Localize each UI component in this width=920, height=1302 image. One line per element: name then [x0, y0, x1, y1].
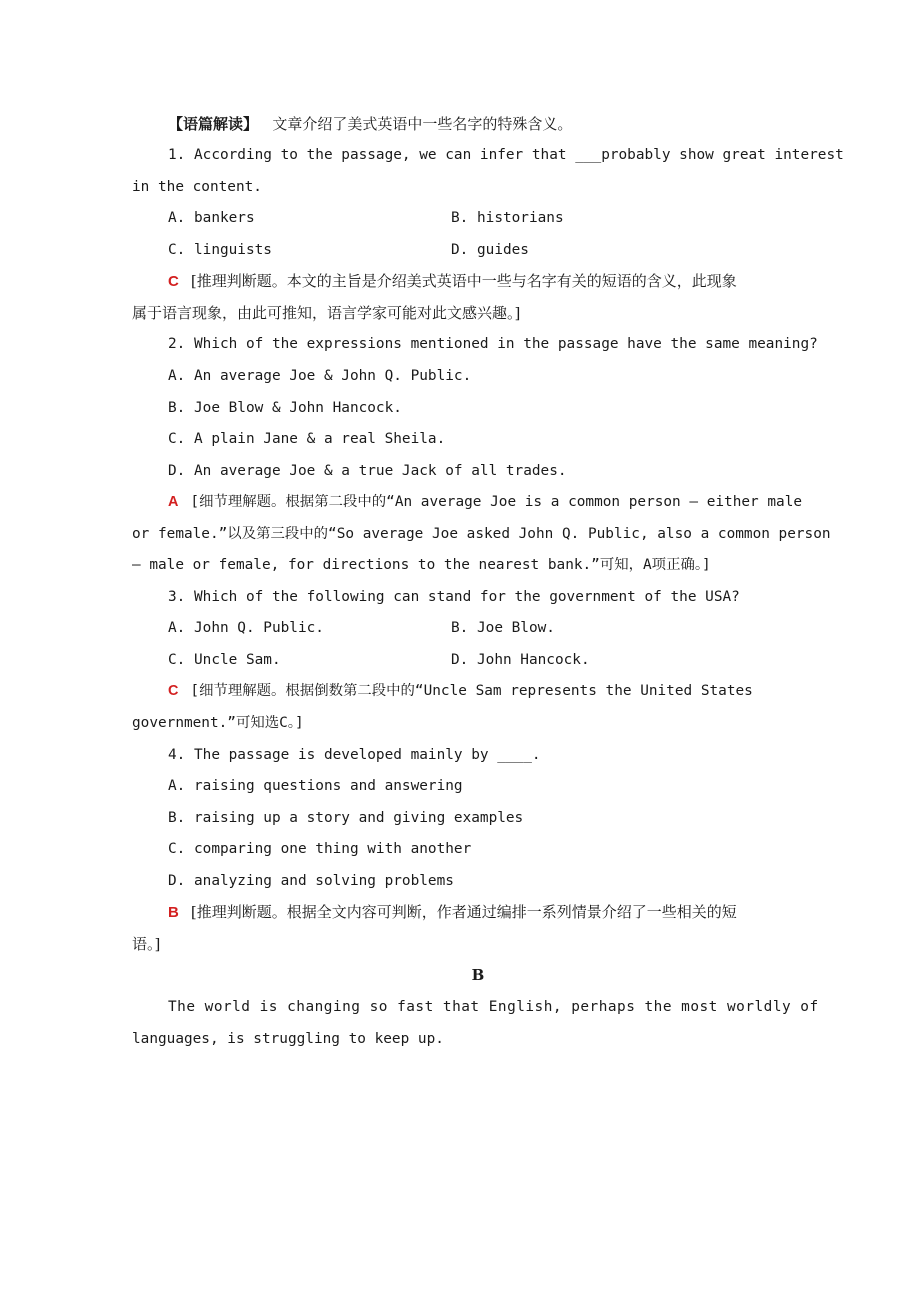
q3-option-a: A. John Q. Public.: [168, 620, 324, 636]
q3-answer: C: [168, 683, 179, 699]
q1-stem-line1: 1. According to the passage, we can infer that ___probably show great interest: [168, 147, 844, 163]
reading-summary: [168, 114, 572, 134]
q3-explanation-line2: government.”可知选C。]: [132, 715, 304, 731]
q3-stem: 3. Which of the following can stand for the government of the USA?: [168, 589, 740, 605]
section-heading: B: [471, 966, 485, 984]
q1-explanation-line1: [168, 271, 737, 292]
q2-explanation-line2: or female.”以及第三段中的“So average Joe asked John Q. Public, also a common person: [132, 526, 831, 542]
q4-option-b: B. raising up a story and giving examples: [168, 810, 524, 826]
q2-option-a: A. An average Joe & John Q. Public.: [168, 368, 472, 384]
q4-explanation-line2: 语。]: [132, 935, 161, 953]
summary-text: 文章介绍了美式英语中一些名字的特殊含义。: [272, 115, 573, 133]
q3-explanation-line1: [168, 681, 753, 701]
q2-explanation-line3: — male or female, for directions to the nearest bank.”可知，A项正确。]: [132, 557, 711, 573]
q4-option-d: D. analyzing and solving problems: [168, 873, 454, 889]
q2-explanation-text: [细节理解题。根据第二段中的“An average Joe is a common person — either male: [190, 494, 803, 510]
passage-line2: languages, is struggling to keep up.: [132, 1031, 444, 1047]
q2-option-d: D. An average Joe & a true Jack of all trades.: [168, 463, 567, 479]
q4-option-a: A. raising questions and answering: [168, 778, 463, 794]
q1-explanation-text: [推理判断题。本文的主旨是介绍美式英语中一些与名字有关的短语的含义，此现象: [190, 272, 737, 290]
q2-option-c: C. A plain Jane & a real Sheila.: [168, 431, 446, 447]
passage-line1: The world is changing so fast that English, perhaps the most worldly of: [168, 999, 819, 1015]
q4-option-c: C. comparing one thing with another: [168, 841, 472, 857]
q1-option-d: D. guides: [451, 242, 529, 258]
q1-stem-line2: in the content.: [132, 179, 262, 195]
q1-option-c: C. linguists: [168, 242, 272, 258]
q2-stem: 2. Which of the expressions mentioned in the passage have the same meaning?: [168, 336, 818, 352]
q1-answer: C: [168, 273, 179, 290]
q1-option-a: A. bankers: [168, 210, 255, 226]
q4-answer: B: [168, 904, 179, 921]
q3-option-b: B. Joe Blow.: [451, 620, 555, 636]
q2-explanation-line1: [168, 492, 802, 512]
q1-option-b: B. historians: [451, 210, 564, 226]
q3-option-c: C. Uncle Sam.: [168, 652, 281, 668]
q3-explanation-text: [细节理解题。根据倒数第二段中的“Uncle Sam represents the United States: [190, 683, 753, 699]
q2-option-b: B. Joe Blow & John Hancock.: [168, 400, 402, 416]
q4-stem: 4. The passage is developed mainly by ____.: [168, 747, 541, 763]
q3-option-d: D. John Hancock.: [451, 652, 590, 668]
q2-answer: A: [168, 494, 179, 510]
q1-explanation-line2: 属于语言现象，由此可推知，语言学家可能对此文感兴趣。]: [132, 304, 521, 322]
q4-explanation-text: [推理判断题。根据全文内容可判断，作者通过编排一系列情景介绍了一些相关的短: [190, 903, 737, 921]
q4-explanation-line1: [168, 902, 737, 923]
summary-label: 【语篇解读】: [168, 115, 259, 133]
